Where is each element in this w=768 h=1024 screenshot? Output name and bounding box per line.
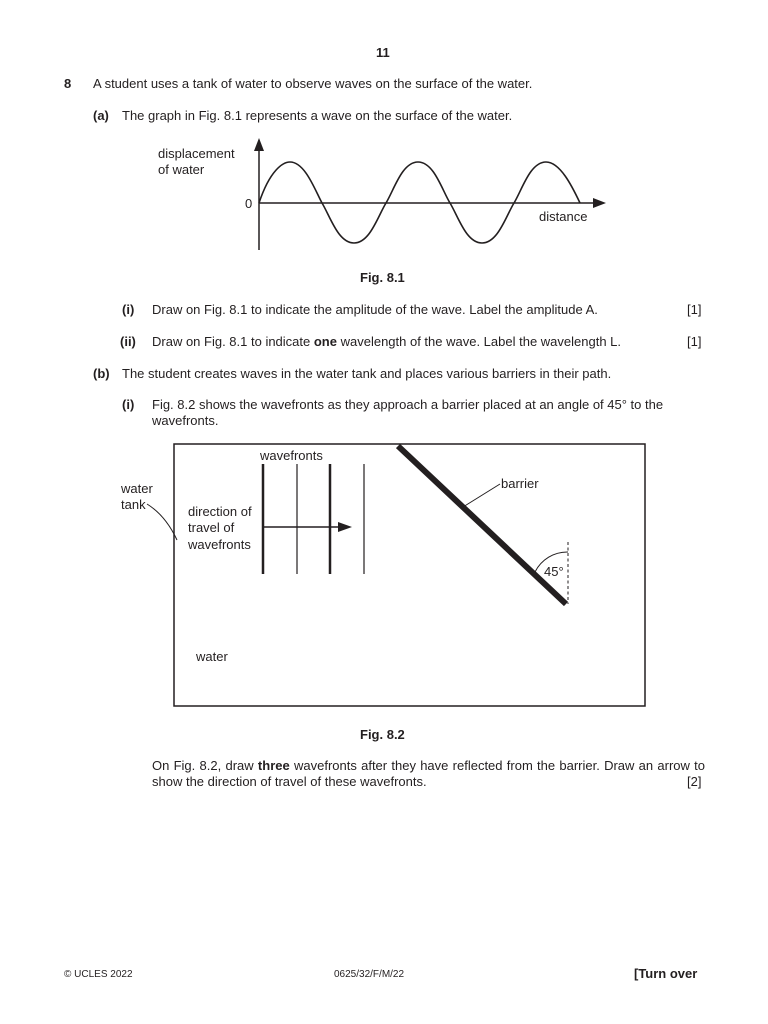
footer-turn-over: [Turn over bbox=[634, 966, 698, 981]
fig82-wavefronts-label: wavefronts bbox=[260, 448, 323, 463]
part-a-ii-text-after: wavelength of the wave. Label the wavelength L. bbox=[336, 334, 622, 349]
fig82-tank-leader bbox=[147, 504, 177, 540]
fig82-tank-outline bbox=[174, 444, 645, 706]
part-a-ii-text bbox=[152, 334, 621, 350]
fig82-angle-label: 45° bbox=[544, 564, 564, 579]
part-b-i-text: Fig. 8.2 shows the wavefronts as they approach a barrier placed at an angle of 45° to the wavefronts. bbox=[152, 397, 664, 428]
fig81-ylabel-line1: displacement bbox=[158, 146, 235, 161]
part-b-i-label: (i) bbox=[122, 397, 135, 412]
fig82-direction-label-line1: direction of bbox=[188, 504, 252, 519]
part-b-label: (b) bbox=[93, 366, 110, 381]
fig82-direction-label-line3: wavefronts bbox=[188, 537, 251, 552]
part-a-ii-bold: one bbox=[313, 334, 337, 349]
part-a-i-label: (i) bbox=[122, 302, 135, 317]
footer-code: 0625/32/F/M/22 bbox=[334, 969, 405, 980]
fig82-direction-label-line2: travel of bbox=[188, 520, 235, 535]
part-a-ii-text-before: Draw on Fig. 8.1 to indicate bbox=[152, 334, 314, 349]
fig82-barrier-leader bbox=[463, 484, 500, 507]
part-a-text: The graph in Fig. 8.1 represents a wave on the surface of the water. bbox=[122, 108, 513, 123]
part-a-ii-label: (ii) bbox=[120, 334, 136, 349]
fig81-wave-graph bbox=[0, 0, 768, 300]
footer-copyright: © UCLES 2022 bbox=[64, 969, 133, 980]
instruction-bold: three bbox=[257, 758, 290, 773]
instruction-text-after: wavefronts after they have reflected from the barrier. Draw an arrow to show the direction of travel of these wavefronts. bbox=[152, 758, 706, 789]
fig81-ylabel-line2: of water bbox=[158, 162, 205, 177]
fig82-tank-label-line1: water bbox=[121, 481, 153, 496]
fig82-tank-label-line2: tank bbox=[121, 497, 146, 512]
part-b-text: The student creates waves in the water tank and places various barriers in their path. bbox=[122, 366, 612, 381]
instruction-text-before: On Fig. 8.2, draw bbox=[152, 758, 258, 773]
part-a-label: (a) bbox=[93, 108, 109, 123]
part-b-i-instruction bbox=[152, 758, 705, 790]
part-a-i-text: Draw on Fig. 8.1 to indicate the amplitude of the wave. Label the amplitude A. bbox=[152, 302, 598, 317]
fig81-origin-label: 0 bbox=[245, 196, 253, 211]
fig81-y-arrowhead bbox=[254, 138, 264, 151]
page-number: 11 bbox=[376, 45, 390, 60]
fig82-barrier-label: barrier bbox=[501, 476, 539, 491]
fig82-direction-arrowhead bbox=[338, 522, 352, 532]
question-number: 8 bbox=[64, 76, 72, 91]
fig81-xlabel: distance bbox=[539, 209, 588, 224]
question-stem: A student uses a tank of water to observe waves on the surface of the water. bbox=[93, 76, 533, 91]
fig81-x-arrowhead bbox=[593, 198, 606, 208]
fig82-water-label: water bbox=[196, 649, 228, 664]
part-b-i-marks: [2] bbox=[687, 774, 702, 789]
part-a-ii-marks: [1] bbox=[687, 334, 702, 349]
fig82-barrier bbox=[398, 446, 566, 604]
part-a-i-marks: [1] bbox=[687, 302, 702, 317]
fig82-tank-diagram bbox=[0, 430, 768, 720]
fig82-caption: Fig. 8.2 bbox=[360, 727, 405, 742]
fig81-caption: Fig. 8.1 bbox=[360, 270, 405, 285]
